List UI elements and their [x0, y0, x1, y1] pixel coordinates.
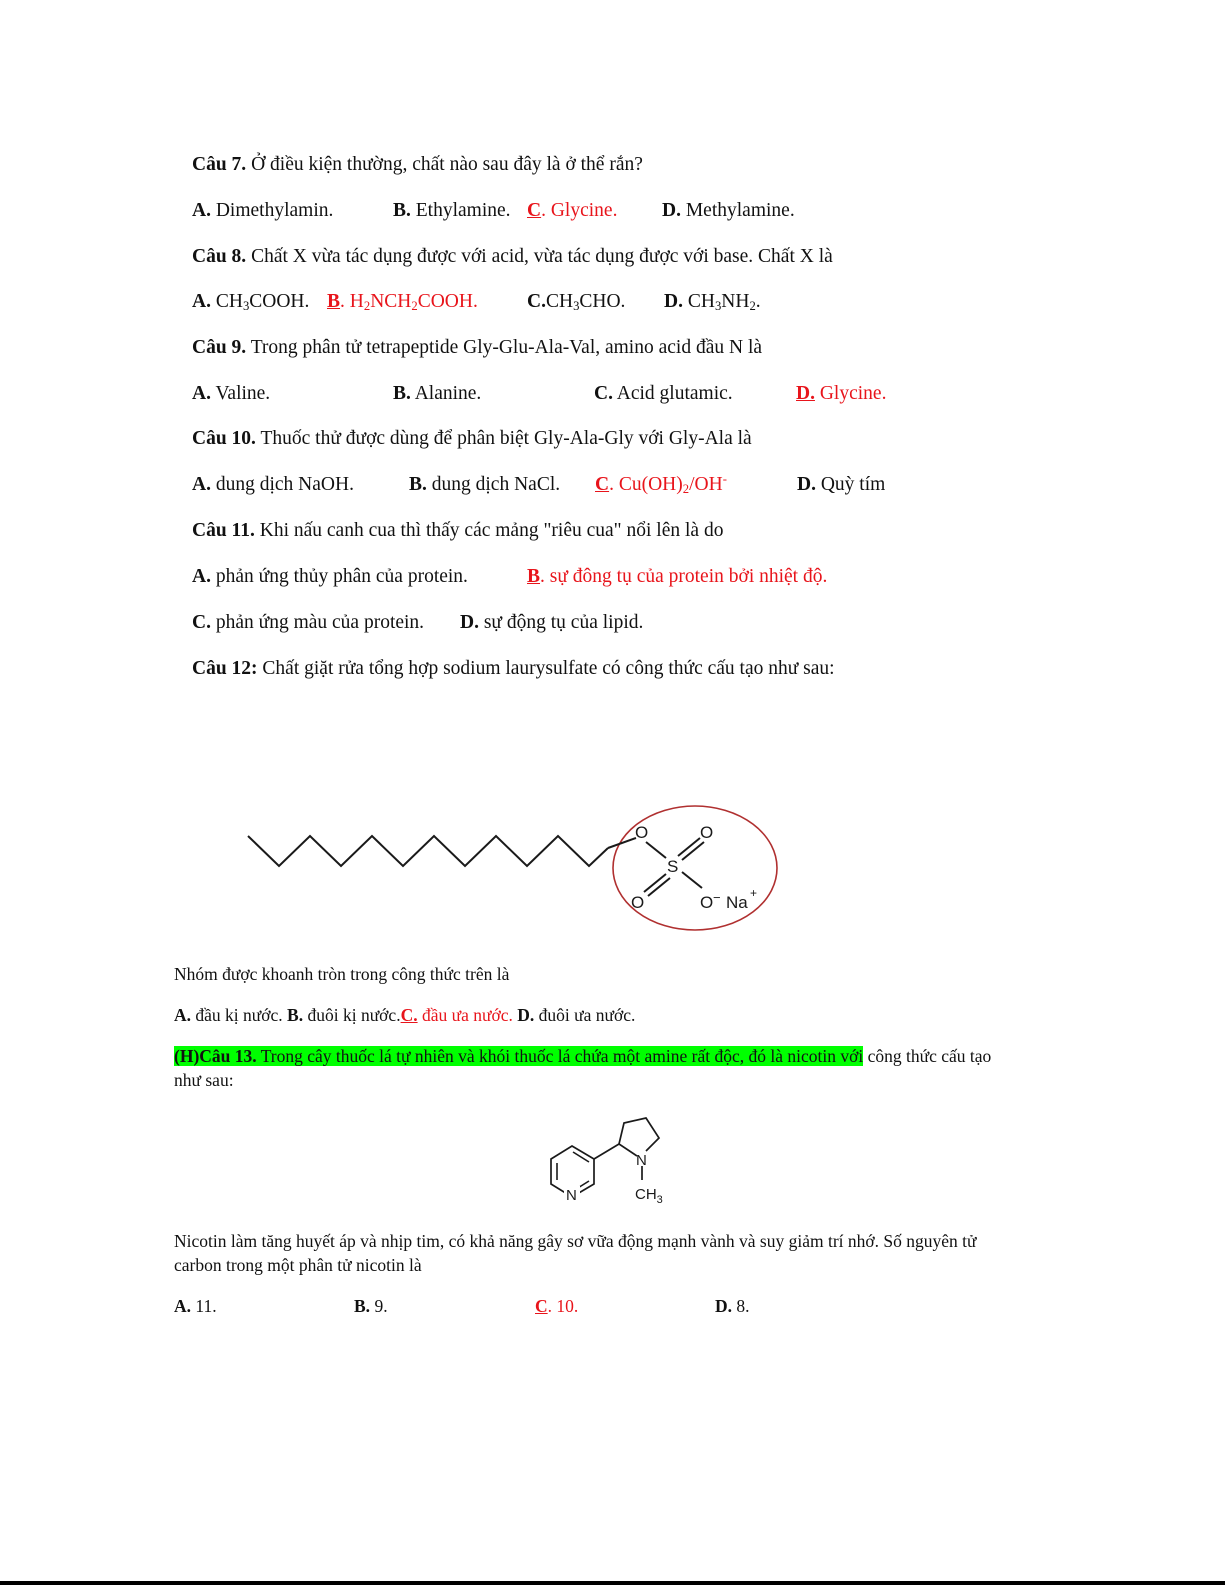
q8-label: Câu 8.: [192, 246, 247, 267]
page-bottom-border: [0, 1581, 1225, 1585]
sodium-lauryl-sulfate-structure: [240, 800, 800, 940]
q12-option-a: A. đầu kị nước.: [174, 1005, 283, 1025]
pyrrolidine-nitrogen: N: [636, 1152, 647, 1169]
q10-label: Câu 10.: [192, 428, 256, 449]
q13-text-rest: công thức cấu tạo: [863, 1046, 992, 1066]
q13-option-a: A. 11.: [174, 1296, 217, 1316]
oxygen-charge: −: [713, 890, 721, 905]
q7-stem: [192, 153, 643, 177]
anionic-oxygen: O: [700, 893, 714, 912]
q13-description-line2: carbon trong một phân tử nicotin là: [174, 1255, 422, 1275]
q9-option-d-answer: D. Glycine.: [796, 383, 887, 404]
q9-label: Câu 9.: [192, 337, 247, 358]
q12-options: [174, 1003, 635, 1027]
q9-option-b: B. Alanine.: [393, 383, 482, 404]
q13-option-d: D. 8.: [715, 1296, 750, 1316]
sodium-ion: Na: [726, 893, 748, 912]
q12-label: Câu 12:: [192, 658, 258, 679]
q7-option-d: D. Methylamine.: [662, 200, 795, 221]
pyrrolidine-ring: [619, 1118, 659, 1156]
q7-text: Ở điều kiện thường, chất nào sau đây là ở thể rắn?: [246, 154, 643, 175]
q10-option-d: D. Quỳ tím: [797, 474, 886, 495]
q11-option-c: C. phản ứng màu của protein.: [192, 612, 425, 633]
q13-option-c-answer: C. 10.: [535, 1296, 579, 1316]
q11-stem: [192, 519, 723, 543]
q9-option-c: C. Acid glutamic.: [594, 383, 733, 404]
q13-stem-line2: như sau:: [174, 1070, 234, 1090]
q12-text: Chất giặt rửa tổng hợp sodium laurysulfate có công thức cấu tạo như sau:: [257, 658, 835, 679]
q10-option-a: A. dung dịch NaOH.: [192, 474, 354, 495]
q7-option-c-answer: C. Glycine.: [527, 200, 618, 221]
q8-stem: [192, 245, 833, 269]
double-bond-oxygen-top: O: [700, 823, 714, 842]
q11-option-b-answer: B. sự đông tụ của protein bởi nhiệt độ.: [527, 566, 828, 587]
q13-stem-line1: [174, 1044, 991, 1068]
q10-option-c-answer: C. $Cu(OH)_2/OH^-$: [595, 472, 727, 497]
nicotine-structure: [540, 1108, 680, 1208]
alkyl-chain: [248, 836, 608, 866]
q12-option-d: D. đuôi ưa nước.: [517, 1005, 636, 1025]
q11-text: Khi nấu canh cua thì thấy các mảng "riêu cua" nổi lên là do: [254, 520, 724, 541]
q8-option-b-answer: B. $H_2NCH_2COOH$.: [327, 291, 478, 314]
q13-description-line1: Nicotin làm tăng huyết áp và nhịp tim, có khả năng gây sơ vữa động mạnh vành và suy giảm trí nhớ. Số nguyên tử: [174, 1231, 977, 1251]
q13-highlighted-text: (H)Câu 13. Trong cây thuốc lá tự nhiên và khói thuốc lá chứa một amine rất độc, đó là nicotin với: [174, 1046, 864, 1066]
q9-stem: [192, 336, 762, 360]
sulfur-atom: S: [667, 857, 679, 876]
q11-label: Câu 11.: [192, 520, 255, 541]
q8-text: Chất X vừa tác dụng được với acid, vừa tác dụng được với base. Chất X là: [246, 246, 833, 267]
ester-oxygen: O: [635, 823, 649, 842]
q8-option-a: A. $CH_3COOH$.: [192, 291, 310, 314]
pyridine-nitrogen: N: [566, 1187, 577, 1204]
q8-option-d: D. $CH_3NH_2$.: [664, 291, 761, 314]
q10-text: Thuốc thử được dùng để phân biệt Gly-Ala-Gly với Gly-Ala là: [255, 428, 752, 449]
q7-label: Câu 7.: [192, 154, 247, 175]
q12-option-c-answer: C. đầu ưa nước.: [400, 1005, 513, 1025]
q12-option-b: B. đuôi kị nước.: [287, 1005, 401, 1025]
double-bond-oxygen-bottom: O: [631, 893, 645, 912]
q12-stem: [192, 657, 835, 681]
q10-stem: [192, 427, 752, 451]
q11-option-a: A. phản ứng thủy phân của protein.: [192, 566, 468, 587]
q7-option-b: B. Ethylamine.: [393, 200, 511, 221]
q9-option-a: A. Valine.: [192, 383, 271, 404]
q8-option-c: $C.CH_3CHO$.: [527, 291, 626, 314]
q10-option-b: B. dung dịch NaCl.: [409, 474, 561, 495]
q7-option-a: A. Dimethylamin.: [192, 200, 334, 221]
q12-follow-question: Nhóm được khoanh tròn trong công thức trên là: [174, 964, 510, 984]
sodium-charge: +: [750, 886, 758, 900]
methyl-group: $CH_3$: [635, 1186, 663, 1206]
q9-text: Trong phân tử tetrapeptide Gly-Glu-Ala-Val, amino acid đầu N là: [246, 337, 763, 358]
q13-option-b: B. 9.: [354, 1296, 388, 1316]
q11-option-d: D. sự động tụ của lipid.: [460, 612, 644, 633]
